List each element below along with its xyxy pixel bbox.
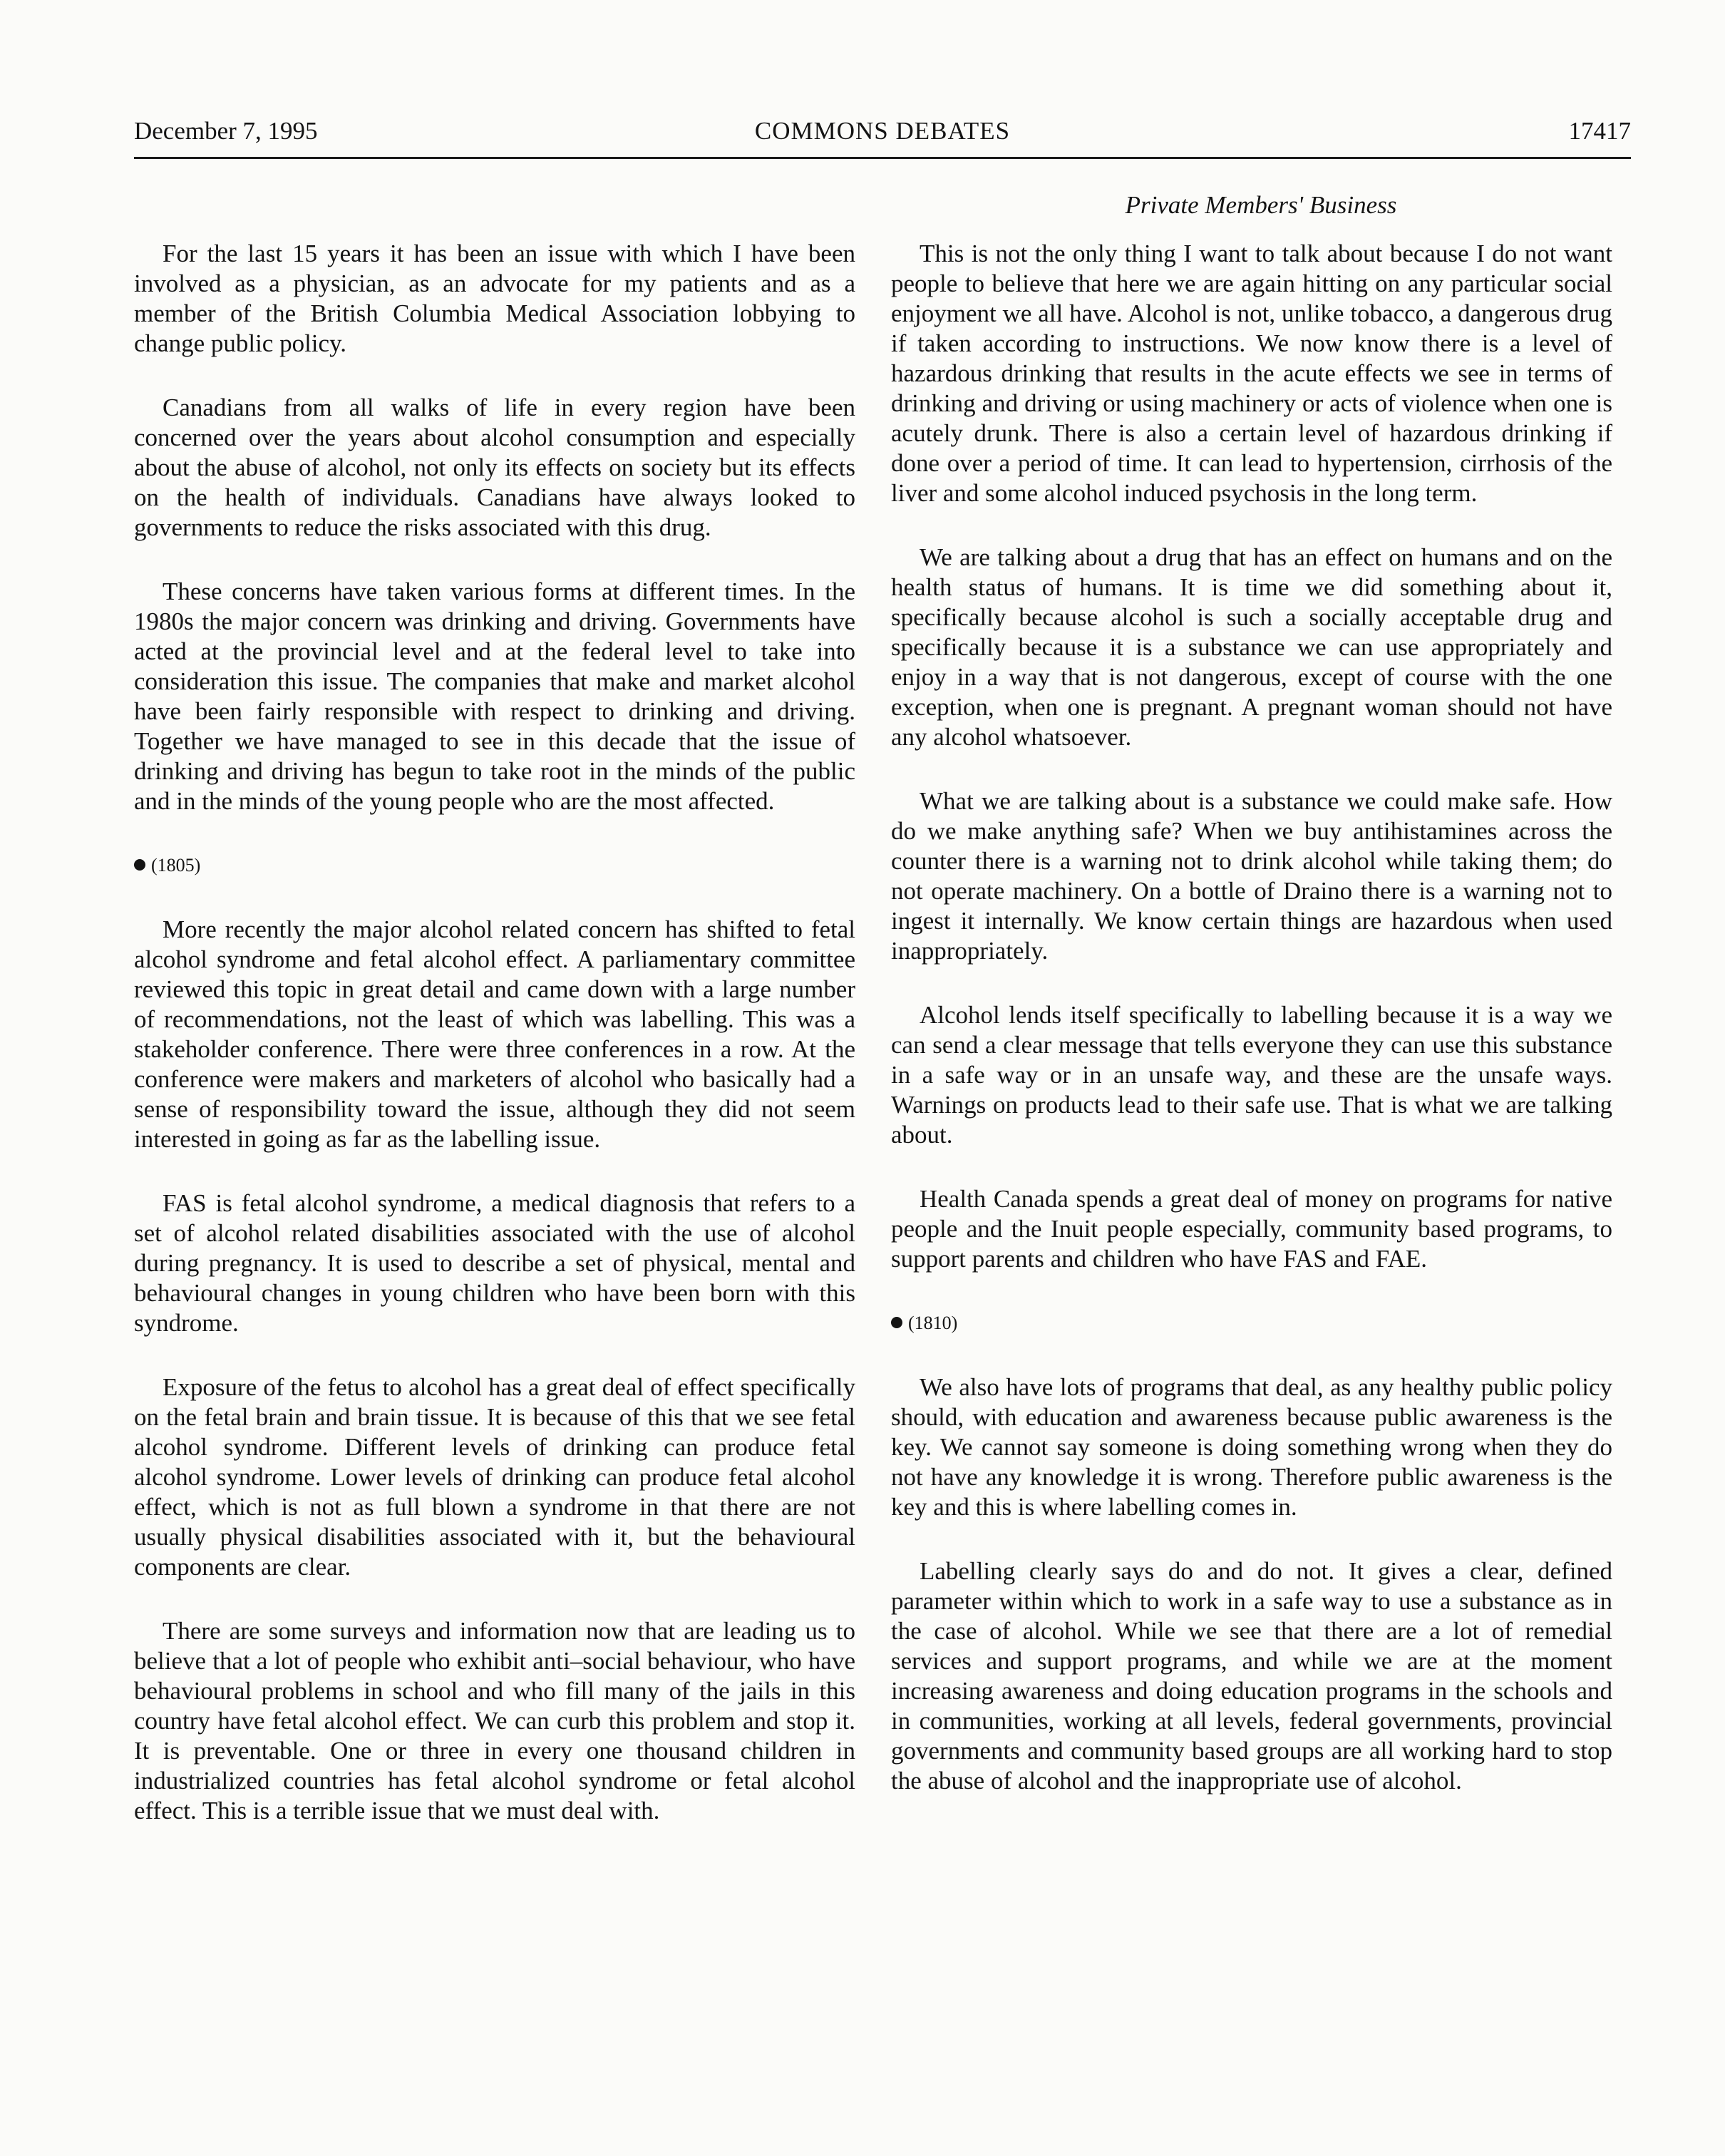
paragraph: Health Canada spends a great deal of money on programs for native people and the Inuit people especially, community based programs, to support parents and children who have FAS and FAE. (891, 1185, 1612, 1273)
time-marker (891, 1308, 1612, 1338)
paragraph: There are some surveys and information now that are leading us to believe that a lot of people who exhibit anti–social behaviour, who have behavioural problems in school and who fill many of the jails in this country have fetal alcohol effect. We can curb this problem and stop it. It is preventable. One or three in every one thousand children in industrialized countries has fetal alcohol syndrome or fetal alcohol effect. This is a terrible issue that we must deal with. (134, 1617, 855, 1824)
paragraph: We also have lots of programs that deal, as any healthy public policy should, with education and awareness because public awareness is the key. We cannot say someone is doing something wrong when they do not have any knowledge it is wrong. Therefore public awareness is the key and this is where labelling comes in. (891, 1373, 1612, 1521)
time-marker-label: (1810) (908, 1313, 958, 1333)
page-header (134, 113, 1631, 155)
time-marker (134, 851, 855, 881)
section-label: Private Members' Business (1125, 191, 1397, 219)
paragraph: FAS is fetal alcohol syndrome, a medical diagnosis that refers to a set of alcohol related disabilities associated with the use of alcohol during pregnancy. It is used to describe a set of physical, mental and behavioural changes in young children who have been born with this syndrome. (134, 1189, 855, 1337)
paragraph: Alcohol lends itself specifically to labelling because it is a way we can send a clear message that tells everyone they can use this substance in a safe way or in an unsafe way, and these are the unsafe ways. Warnings on products lead to their safe use. That is what we are talking about. (891, 1001, 1612, 1149)
paragraph: Labelling clearly says do and do not. It gives a clear, defined parameter within which to work in a safe way to use a substance as in the case of alcohol. While we see that there are a lot of remedial services and support programs, and while we are at the moment increasing awareness and doing education programs in the schools and in communities, working at all levels, federal governments, provincial governments and community based groups are all working hard to stop the abuse of alcohol and the inappropriate use of alcohol. (891, 1557, 1612, 1795)
paragraph: We are talking about a drug that has an effect on humans and on the health status of humans. It is time we did something about it, specifically because alcohol is such a socially acceptable drug and specifically because it is a substance we can use appropriately and enjoy in a way that is not dangerous, except of course with the one exception, when one is pregnant. A pregnant woman should not have any alcohol whatsoever. (891, 543, 1612, 751)
paragraph: More recently the major alcohol related concern has shifted to fetal alcohol syndrome and fetal alcohol effect. A parliamentary committee reviewed this topic in great detail and came down with a large number of recommendations, not the least of which was labelling. This was a stakeholder conference. There were three conferences in a row. At the conference were makers and marketers of alcohol who basically had a sense of responsibility toward the issue, although they did not seem interested in going as far as the labelling issue. (134, 915, 855, 1153)
paragraph: What we are talking about is a substance we could make safe. How do we make anything safe? When we buy antihistamines across the counter there is a warning not to drink alcohol while taking them; do not operate machinery. On a bottle of Draino there is a warning not to ingest it internally. We know certain things are hazardous when used inappropriately. (891, 787, 1612, 965)
paragraph: Exposure of the fetus to alcohol has a great deal of effect specifically on the fetal brain and brain tissue. It is because of this that we see fetal alcohol syndrome. Different levels of drinking can produce fetal alcohol syndrome. Lower levels of drinking can produce fetal alcohol effect, which is not as full blown a syndrome in that there are not usually physical disabilities associated with it, but the behavioural components are clear. (134, 1373, 855, 1581)
header-page-number: 17417 (1568, 117, 1631, 145)
bullet-icon (891, 1317, 902, 1328)
time-marker-label: (1805) (151, 855, 201, 876)
header-rule (134, 157, 1631, 159)
paragraph: This is not the only thing I want to talk about because I do not want people to believe that here we are again hitting on any particular social enjoyment we all have. Alcohol is not, unlike tobacco, a dangerous drug if taken according to instructions. We now know there is a level of hazardous drinking that results in the acute effects we see in terms of drinking and driving or using machinery or acts of violence when one is acutely drunk. There is also a certain level of hazardous drinking if done over a period of time. It can lead to hypertension, cirrhosis of the liver and some alcohol induced psychosis in the long term. (891, 240, 1612, 507)
bullet-icon (134, 859, 145, 871)
paragraph: For the last 15 years it has been an issue with which I have been involved as a physician, as an advocate for my patients and as a member of the British Columbia Medical Association lobbying to change public policy. (134, 240, 855, 357)
header-date: December 7, 1995 (134, 117, 318, 145)
header-title: COMMONS DEBATES (754, 117, 1011, 145)
left-column (134, 239, 855, 1860)
right-column (891, 239, 1612, 1830)
paragraph: Canadians from all walks of life in every region have been concerned over the years about alcohol consumption and especially about the abuse of alcohol, not only its effects on society but its effects on the health of individuals. Canadians have always looked to governments to reduce the risks associated with this drug. (134, 394, 855, 541)
paragraph: These concerns have taken various forms at different times. In the 1980s the major concern was drinking and driving. Governments have acted at the provincial level and at the federal level to take into consideration this issue. The companies that make and market alcohol have been fairly responsible with respect to drinking and driving. Together we have managed to see in this decade that the issue of drinking and driving has begun to take root in the minds of the public and in the minds of the young people who are the most affected. (134, 578, 855, 815)
